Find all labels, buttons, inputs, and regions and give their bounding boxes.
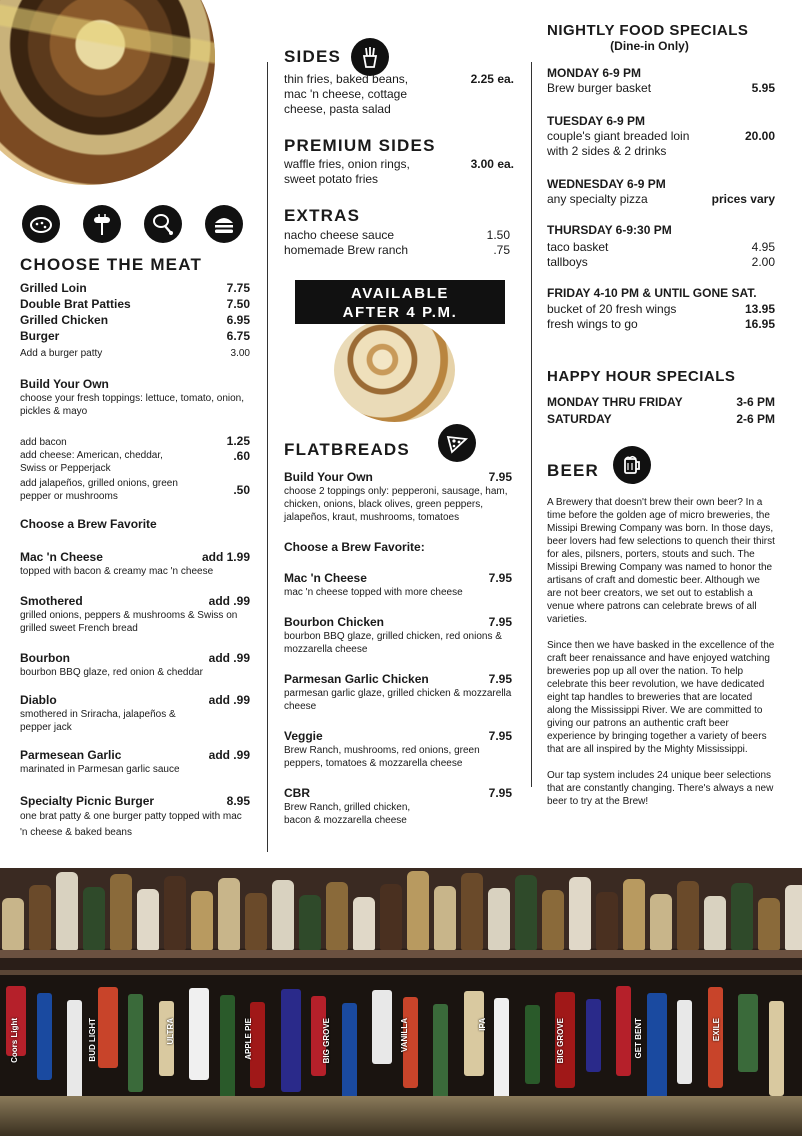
beer-tap-handle [98, 987, 118, 1068]
nightly-day [547, 177, 775, 207]
meat-icons [22, 205, 243, 243]
beer-tap-handle [372, 990, 392, 1064]
flatbread-name: CBR [284, 786, 310, 800]
meat-item-price: 6.75 [226, 329, 250, 343]
sides-section [284, 38, 514, 117]
add-patty-label: Add a burger patty [20, 348, 103, 359]
meat-item [20, 297, 250, 312]
nightly-item-name: fresh wings to go [547, 317, 638, 331]
happy-when: MONDAY THRU FRIDAY [547, 395, 683, 409]
tap-label: BIG GROVE [322, 1018, 331, 1064]
favorite-item [20, 651, 250, 679]
flatbread-desc: bourbon BBQ glaze, grilled chicken, red onions & mozzarella cheese [284, 631, 502, 655]
sausage-fork-icon [83, 205, 121, 243]
meat-item-name: Double Brat Patties [20, 297, 131, 311]
favorite-price: add 1.99 [201, 550, 250, 564]
beer-tap-handle [220, 995, 235, 1104]
flatbread-price: 7.95 [488, 729, 512, 743]
addon-name: add cheese: American, cheddar, Swiss or Pepperjack [20, 450, 163, 474]
beer-section [547, 446, 775, 808]
favorite-name: Mac 'n Cheese [20, 550, 103, 564]
specialty-burger [20, 794, 250, 841]
liquor-bottle [569, 877, 591, 950]
nightly-section [547, 22, 775, 332]
liquor-bottle [704, 896, 726, 950]
addon-item [20, 434, 250, 449]
addons-list [20, 434, 250, 503]
beer-tap-handle [494, 998, 509, 1100]
bar-counter [0, 1096, 802, 1136]
burger-photo [0, 0, 215, 185]
liquor-bottle [245, 893, 267, 950]
favorite-title: Choose a Brew Favorite [20, 517, 157, 531]
flatbread-photo [334, 318, 455, 422]
banner-line1: AVAILABLE [350, 285, 449, 302]
addon-price: .50 [233, 482, 250, 497]
flatbread-item [284, 672, 514, 713]
bar-taps-photo [0, 868, 802, 1136]
flatbread-name: Parmesan Garlic Chicken [284, 672, 429, 686]
beer-tap-handle [67, 1000, 82, 1104]
fries-icon [351, 38, 389, 76]
meat-item [20, 313, 250, 328]
nightly-item-price: 13.95 [744, 302, 775, 316]
flatbread-price: 7.95 [488, 672, 512, 686]
flatbread-desc: parmesan garlic glaze, grilled chicken & mozzarella cheese [284, 688, 512, 712]
tap-label: Coors Light [10, 1018, 19, 1063]
meat-item-name: Grilled Loin [20, 281, 87, 295]
tap-label: BIG GROVE [556, 1018, 565, 1064]
beer-paragraph: Since then we have basked in the excellence of the craft beer renaissance and have enjoyed watching breweries pop up all over the nation. To help celebrate this beer revolution, we have dedicated eight tap handles to breweries that are located along the Mississippi River. We are committed to giving our patrons an authentic craft beer experience by bringing together a variety of beers that are all inspired by the Mighty Mississippi. [547, 640, 775, 755]
happy-row [547, 395, 775, 410]
nightly-day-label: WEDNESDAY 6-9 PM [547, 177, 666, 191]
flatbread-item [284, 729, 514, 770]
nightly-day-label: THURSDAY 6-9:30 PM [547, 223, 672, 237]
liquor-bottle [380, 884, 402, 950]
nightly-item-name: Brew burger basket [547, 81, 652, 95]
addon-item [20, 477, 250, 503]
addon-price: .60 [233, 449, 250, 463]
beer-tap-handle [189, 988, 209, 1080]
beer-tap-handle [464, 991, 484, 1076]
liquor-bottle [515, 875, 537, 950]
liquor-bottle [623, 879, 645, 950]
liquor-bottle [758, 898, 780, 950]
banner-line2: AFTER 4 P.M. [342, 304, 458, 321]
beer-tap-handle [738, 994, 758, 1072]
favorite-item [20, 748, 250, 776]
build-desc: choose your fresh toppings: lettuce, tomato, onion, pickles & mayo [20, 393, 245, 417]
nightly-item-name: tallboys [547, 255, 588, 269]
meat-item [20, 329, 250, 344]
sides-price: 2.25 ea. [470, 72, 514, 86]
beer-tap-handle [586, 999, 601, 1072]
flatbread-price: 7.95 [488, 615, 512, 629]
meat-item-price: 6.95 [226, 313, 250, 327]
add-patty [20, 347, 250, 360]
favorite-name: Parmesean Garlic [20, 748, 122, 762]
liquor-bottle [2, 898, 24, 950]
beer-title: BEER [547, 461, 600, 480]
flatbread-name: Mac 'n Cheese [284, 571, 367, 585]
liquor-bottle [326, 882, 348, 950]
happy-hour-section [547, 368, 775, 427]
favorite-desc: smothered in Sriracha, jalapeños & pepper jack [20, 709, 176, 733]
build-your-own [20, 377, 250, 418]
liquor-bottle [785, 885, 802, 950]
flatbread-build [284, 470, 514, 524]
nightly-item-name: couple's giant breaded loin with 2 sides & 2 drinks [547, 129, 690, 158]
beer-tap-handle [769, 1001, 784, 1096]
addon-name: add jalapeños, grilled onions, green pepper or mushrooms [20, 478, 178, 502]
favorite-price: add .99 [208, 748, 250, 762]
extras-price: .75 [493, 243, 510, 257]
nightly-day [547, 286, 775, 332]
flatbread-desc: Brew Ranch, mushrooms, red onions, green peppers, tomatoes & mozzarella cheese [284, 745, 480, 769]
liquor-bottle [56, 872, 78, 950]
nightly-item-price: 20.00 [744, 129, 775, 143]
liquor-bottle [191, 891, 213, 950]
beer-tap-handle [342, 1003, 357, 1100]
addon-item [20, 449, 250, 475]
favorite-desc: marinated in Parmesan garlic sauce [20, 764, 180, 775]
liquor-bottle [164, 876, 186, 950]
beer-tap-handle [525, 1005, 540, 1084]
column-divider [267, 62, 268, 852]
tap-label: VANILLA [400, 1018, 409, 1053]
liquor-bottle [434, 886, 456, 950]
nightly-subtitle: (Dine-in Only) [610, 39, 689, 53]
favorite-desc: topped with bacon & creamy mac 'n cheese [20, 566, 214, 577]
sides-desc: thin fries, baked beans, mac 'n cheese, cottage cheese, pasta salad [284, 72, 409, 116]
specialty-name: Specialty Picnic Burger [20, 794, 155, 808]
nightly-item-price: 16.95 [744, 317, 775, 331]
flatbread-desc: Brew Ranch, grilled chicken, bacon & mozzarella cheese [284, 802, 411, 826]
liquor-bottle [542, 890, 564, 950]
beer-paragraph: Our tap system includes 24 unique beer selections that are constantly changing. There's always a new beer to try at the Brew! [547, 770, 774, 807]
chicken-leg-icon [144, 205, 182, 243]
meat-item-price: 7.50 [226, 297, 250, 311]
happy-time: 2-6 PM [736, 412, 775, 426]
tap-label: GET BENT [634, 1018, 643, 1059]
flatbread-name: Bourbon Chicken [284, 615, 385, 629]
burger-icon [205, 205, 243, 243]
happy-when: SATURDAY [547, 412, 612, 426]
flatbread-desc: choose 2 toppings only: pepperoni, sausage, ham, chicken, onions, black olives, green peppers, jalapeños, kraut, mushrooms, tomatoes [284, 486, 508, 523]
liquor-bottle [677, 881, 699, 950]
happy-row [547, 412, 775, 427]
happy-time: 3-6 PM [736, 395, 775, 409]
meat-item-price: 7.75 [226, 281, 250, 295]
extras-price: 1.50 [486, 228, 510, 242]
favorite-price: add .99 [208, 693, 250, 707]
beer-tap-handle [616, 986, 631, 1076]
meat-title: CHOOSE THE MEAT [20, 255, 203, 274]
nightly-day [547, 223, 775, 270]
nightly-item-name: any specialty pizza [547, 192, 648, 206]
beer-tap-handle [647, 993, 667, 1100]
addon-price: 1.25 [226, 434, 250, 448]
nightly-day-label: MONDAY 6-9 PM [547, 66, 642, 80]
specialty-price: 8.95 [226, 794, 250, 808]
addon-name: add bacon [20, 437, 67, 448]
sides-title: SIDES [284, 47, 342, 66]
tap-label: EXILE [712, 1018, 721, 1042]
favorite-price: add .99 [208, 651, 250, 665]
add-patty-price: 3.00 [230, 348, 250, 359]
extras-item [284, 243, 514, 258]
tap-label: APPLE PIE [244, 1018, 253, 1060]
favorite-item [20, 550, 250, 578]
nightly-item-price: 4.95 [751, 240, 775, 254]
favorite-item [20, 594, 250, 635]
flatbread-desc: mac 'n cheese topped with more cheese [284, 587, 463, 598]
favorite-desc: grilled onions, peppers & mushrooms & Swiss on grilled sweet French bread [20, 610, 238, 634]
build-title: Build Your Own [20, 377, 109, 391]
flatbreads-title: FLATBREADS [284, 440, 410, 459]
meat-item [20, 281, 250, 296]
steak-icon [22, 205, 60, 243]
liquor-bottle [29, 885, 51, 950]
beer-tap-handle [128, 994, 143, 1092]
meat-item-name: Burger [20, 329, 60, 343]
liquor-bottle [488, 888, 510, 950]
liquor-bottle [461, 873, 483, 950]
flatbread-price: 7.95 [488, 571, 512, 585]
liquor-bottle [218, 878, 240, 950]
specialty-desc: one brat patty & one burger patty topped with mac 'n cheese & baked beans [20, 811, 242, 838]
liquor-bottle [110, 874, 132, 950]
premium-title: PREMIUM SIDES [284, 136, 436, 155]
flatbread-item [284, 615, 514, 656]
meat-list [20, 281, 250, 360]
liquor-bottle [650, 894, 672, 950]
nightly-item-price: 5.95 [751, 81, 775, 95]
flatbread-item [284, 786, 514, 827]
nightly-day-label: TUESDAY 6-9 PM [547, 114, 646, 128]
beer-tap-handle [281, 989, 301, 1092]
premium-price: 3.00 ea. [470, 157, 514, 171]
nightly-item-price: 2.00 [751, 255, 775, 269]
premium-desc: waffle fries, onion rings, sweet potato fries [284, 157, 410, 186]
nightly-day [547, 66, 775, 96]
liquor-bottle [407, 871, 429, 950]
flatbread-price: 7.95 [488, 786, 512, 800]
favorite-name: Smothered [20, 594, 83, 608]
tap-label: ULTRA [166, 1018, 175, 1045]
favorite-desc: bourbon BBQ glaze, red onion & cheddar [20, 667, 203, 678]
flatbread-item [284, 571, 514, 599]
flatbread-price: 7.95 [488, 470, 512, 484]
liquor-bottle [353, 897, 375, 950]
liquor-bottle [596, 892, 618, 950]
beer-tap-handle [37, 993, 52, 1080]
beer-paragraph: A Brewery that doesn't brew their own beer? In a time before the golden age of micro breweries, the Missipi Brewing Company was born. In those days, beer lovers had few selections to quench their thirst for ales, pilsners, porters, stouts and such. The Missipi Brewing Company was named to honor the artisans of craft and domestic beer. Although we are not beer creators, we set out to establish a venue where patrons can celebrate brews of all varieties. [547, 497, 775, 625]
extras-section [284, 206, 514, 258]
nightly-day [547, 114, 775, 159]
nightly-day-label: FRIDAY 4-10 PM & UNTIL GONE SAT. [547, 286, 757, 300]
favorite-price: add .99 [208, 594, 250, 608]
tap-label: IPA [478, 1018, 487, 1031]
favorite-name: Diablo [20, 693, 57, 707]
extras-title: EXTRAS [284, 206, 361, 225]
liquor-bottle [272, 880, 294, 950]
liquor-bottle [83, 887, 105, 950]
liquor-bottle [137, 889, 159, 950]
flatbreads-section [284, 424, 514, 827]
nightly-item-name: taco basket [547, 240, 609, 254]
extras-item [284, 228, 514, 243]
happy-title: HAPPY HOUR SPECIALS [547, 368, 736, 385]
meat-item-name: Grilled Chicken [20, 313, 109, 327]
nightly-item-price: prices vary [711, 192, 775, 206]
pizza-slice-icon [438, 424, 476, 462]
extras-name: homemade Brew ranch [284, 243, 409, 257]
beer-tap-handle [677, 1000, 692, 1084]
liquor-bottle [299, 895, 321, 950]
column-divider [531, 62, 532, 787]
favorite-name: Bourbon [20, 651, 70, 665]
nightly-title: NIGHTLY FOOD SPECIALS [547, 22, 749, 39]
favorite-item [20, 693, 250, 734]
nightly-item-name: bucket of 20 fresh wings [547, 302, 677, 316]
meat-section [20, 255, 250, 841]
liquor-bottle [731, 883, 753, 950]
tap-label: BUD LIGHT [88, 1018, 97, 1062]
premium-section [284, 136, 514, 187]
shelf [0, 950, 802, 958]
availability-banner [295, 280, 505, 324]
extras-name: nacho cheese sauce [284, 228, 395, 242]
beer-mug-icon [613, 446, 651, 484]
flatbread-name: Build Your Own [284, 470, 373, 484]
flatbread-favorite-title: Choose a Brew Favorite: [284, 540, 425, 554]
flatbread-name: Veggie [284, 729, 323, 743]
